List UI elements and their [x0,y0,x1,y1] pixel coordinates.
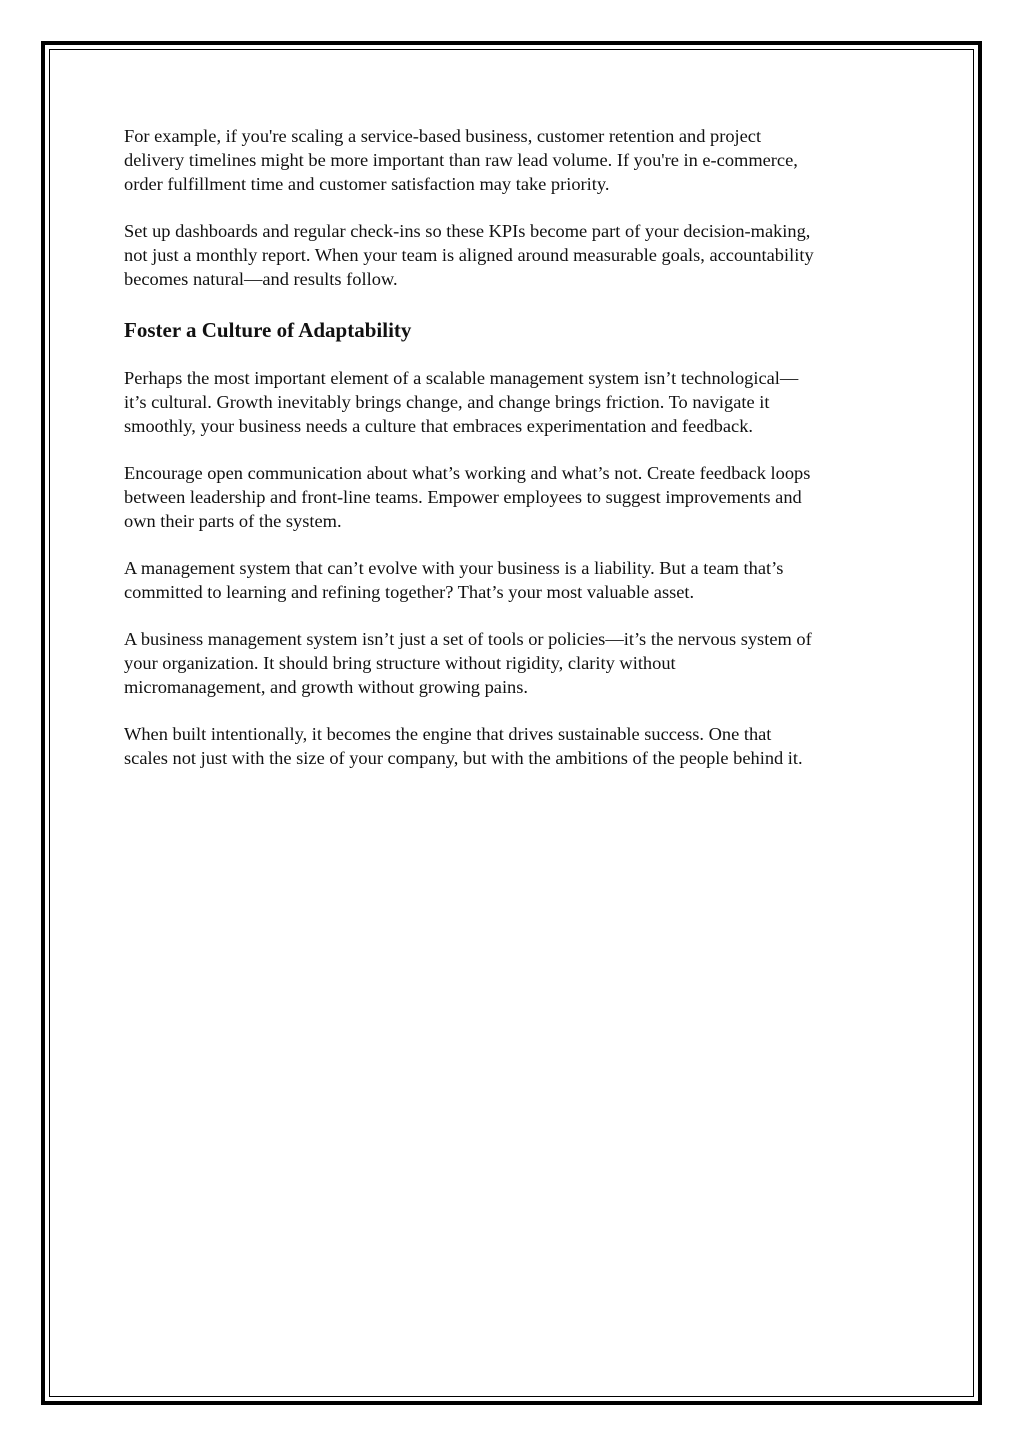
paragraph-communication: Encourage open communication about what’s working and what’s not. Create feedback loops between leadership and front-line teams. Empower employees to suggest improvements and own their parts of the system. [124,463,811,531]
paragraph-nervous-system: A business management system isn’t just a set of tools or policies—it’s the nervous system of your organization. It should bring structure without rigidity, clarity without micromanagement, and growth without growing pains. [124,629,812,697]
paragraph-dashboards: Set up dashboards and regular check-ins so these KPIs become part of your decision-making, not just a monthly report. When your team is aligned around measurable goals, accountability becomes natural—and results follow. [124,221,814,289]
document-body [124,124,904,793]
section-heading: Foster a Culture of Adaptability [124,318,412,342]
paragraph-culture: Perhaps the most important element of a scalable management system isn’t technological— it’s cultural. Growth inevitably brings change, and change brings friction. To navigate it smoothly, your business needs a culture that embraces experimentation and feedback. [124,368,799,436]
paragraph-evolve: A management system that can’t evolve with your business is a liability. But a team that’s committed to learning and refining together? That’s your most valuable asset. [124,558,784,602]
paragraph-kpi-examples: For example, if you're scaling a service-based business, customer retention and project delivery timelines might be more important than raw lead volume. If you're in e-commerce, order fulfillment time and customer satisfaction may take priority. [124,126,798,194]
paragraph-conclusion: When built intentionally, it becomes the engine that drives sustainable success. One that scales not just with the size of your company, but with the ambitions of the people behind it. [124,724,803,768]
